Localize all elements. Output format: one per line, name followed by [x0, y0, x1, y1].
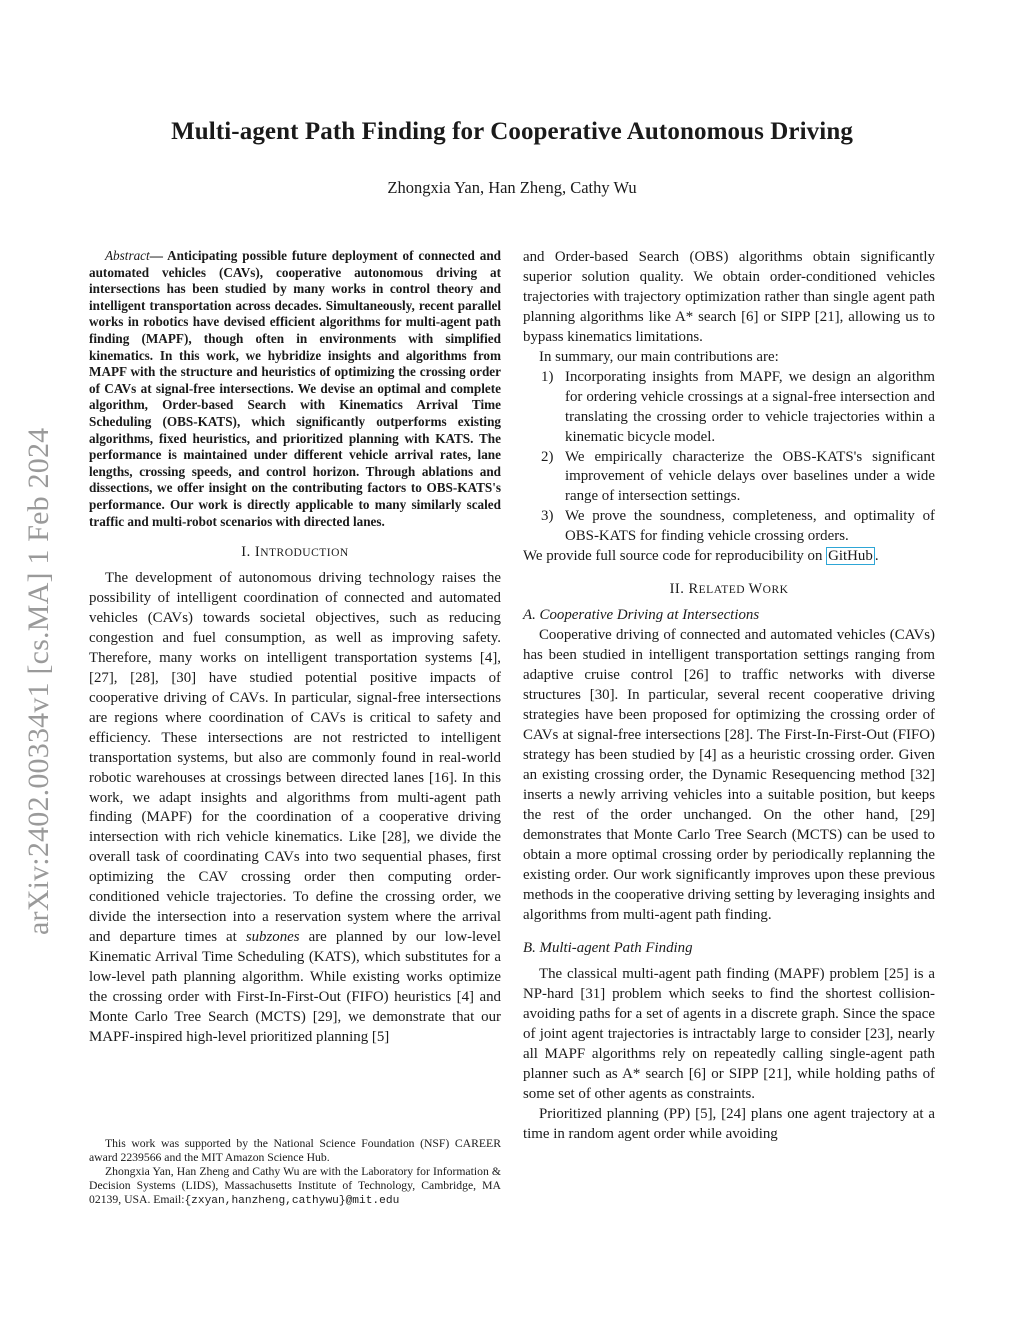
github-link[interactable]: GitHub: [828, 548, 873, 565]
list-item: 2) We empirically characterize the OBS-KATS's significant improvement of vehicle delays over baselines under a wide range of intersection settings.: [541, 448, 935, 505]
section-heading-introduction: I. INTRODUCTION: [241, 544, 349, 561]
contributions-lead: In summary, our main contributions are:: [539, 348, 779, 365]
subzones-term: subzones: [245, 929, 300, 946]
list-item: 1) Incorporating insights from MAPF, we design an algorithm for ordering vehicle crossings at a signal-free intersection and translating the crossing order to vehicle trajectories within a kinematic bicycle model.: [541, 368, 935, 445]
source-code-sentence: We provide full source code for reproducibility on GitHub .: [523, 548, 879, 565]
subsection-heading-mapf: B. Multi-agent Path Finding: [523, 940, 693, 957]
arxiv-sidebar-stamp: arXiv:2402.00334v1 [cs.MA] 1 Feb 2024: [22, 427, 55, 935]
right-column: [523, 248, 935, 1145]
prioritized-planning-paragraph: Prioritized planning (PP) [5], [24] plans one agent trajectory at a time in random agent order while avoiding: [523, 1106, 935, 1143]
funding-note: This work was supported by the National Science Foundation (NSF) CAREER award 2239566 and the MIT Amazon Science Hub.: [89, 1137, 501, 1164]
intro-continuation: and Order-based Search (OBS) algorithms obtain significantly superior solution quality. We obtain order-conditioned vehicles trajectories with trajectory optimization rather than single agent path planning algorithms like A* search [6] or SIPP [21], allowing us to bypass kinematics limitations.: [523, 249, 935, 345]
abstract-label: Abstract: [105, 248, 150, 263]
subsection-heading-cooperative-driving: A. Cooperative Driving at Intersections: [523, 607, 760, 624]
intro-paragraph: The development of autonomous driving technology raises the possibility of intelligent coordination of connected and automated vehicles (CAVs) towards societal objectives, such as reducing congestion and fuel consumption, as well as improving safety. Therefore, many works on intelligent transportation systems [4], [27], [28], [30] have studied potential positive impacts of cooperative driving of CAVs. In particular, signal-free intersections are regions where coordination of CAVs is critical to safety and efficiency. These intersections are not restricted to intelligent transportation systems, but also are commonly found in real-world robotic warehouses at crossings between directed lanes [16]. In this work, we adapt insights and algorithms from multi-agent path finding (MAPF) for the coordination of a cooperative driving intersection with rich vehicle kinematics. Like [28], we divide the overall task of coordinating CAVs into two sequential phases, first optimizing the CAV crossing order then computing order-conditioned vehicle trajectories. To define the crossing order, we divide the intersection into a reservation system where the arrival and departure times at subzones are planned by our low-level Kinematic Arrival Time Scheduling (KATS), which substitutes for a low-level path planning algorithm. While existing works optimize the crossing order with First-In-First-Out (FIFO) heuristics [4] and Monte Carlo Tree Search (MCTS) [29], we demonstrate that our MAPF-inspired high-level prioritized planning [5]: [89, 570, 501, 1045]
contributions-list: [523, 368, 935, 548]
cooperative-driving-paragraph: Cooperative driving of connected and automated vehicles (CAVs) has been studied in intelligent transportation settings ranging from adaptive cruise control [26] to traffic networks with diverse structures [30]. In particular, several recent cooperative driving strategies have been proposed for optimizing the crossing order of CAVs at signal-free intersections [28]. The First-In-First-Out (FIFO) strategy has been studied by [4] as a heuristic crossing order. Given an existing crossing order, the Dynamic Resequencing method [32] inserts a newly arriving vehicles into a suitable position, but keeps the rest of the order unchanged. On the other hand, [29] demonstrates that Monte Carlo Tree Search (MCTS) can be used to obtain a more optimal crossing order by periodically replanning the existing order. Our work significantly improves upon these previous methods in the cooperative driving setting by leveraging insights and algorithms from multi-agent path finding.: [523, 627, 935, 923]
paper-authors: Zhongxia Yan, Han Zheng, Cathy Wu: [387, 178, 637, 197]
abstract-text: Anticipating possible future deployment of connected and automated vehicles (CAVs), cooperative autonomous driving at intersections has been studied by many works in control theory and intelligent transportation across decades. Simultaneously, recent parallel works in robotics have devised efficient algorithms for multi-agent path finding (MAPF), though often in environments with simplified kinematics. In this work, we hybridize insights and algorithms from MAPF with the structure and heuristics of optimizing the crossing order of CAVs at signal-free intersections. We devise an optimal and complete algorithm, Order-based Search with Kinematics Arrival Time Scheduling (OBS-KATS), which significantly outperforms existing algorithms, fixed heuristics, and prioritized planning with KATS. The performance is maintained under different vehicle arrival rates, lane lengths, crossing speeds, and control horizon. Through ablations and dissections, we offer insight on the contributing factors to OBS-KATS's performance. Our work is directly applicable to many similarly scaled traffic and multi-robot scenarios with directed lanes.: [89, 248, 501, 529]
left-column: [89, 248, 501, 1048]
paper-title: Multi-agent Path Finding for Cooperative Autonomous Driving: [171, 118, 853, 145]
abstract: Abstract— Anticipating possible future deployment of connected and automated vehicles (CAVs), cooperative autonomous driving at intersections has been studied by many works in control theory and intelligent transportation across decades. Simultaneously, recent parallel works in robotics have devised efficient algorithms for multi-agent path finding (MAPF), though often in environments with simplified kinematics. In this work, we hybridize insights and algorithms from MAPF with the structure and heuristics of optimizing the crossing order of CAVs at signal-free intersections. We devise an optimal and complete algorithm, Order-based Search with Kinematics Arrival Time Scheduling (OBS-KATS), which significantly outperforms existing algorithms, fixed heuristics, and prioritized planning with KATS. The performance is maintained under different vehicle arrival rates, lane lengths, crossing speeds, and control horizon. Through ablations and dissections, we offer insight on the contributing factors to OBS-KATS's performance. Our work is directly applicable to many similarly scaled traffic and multi-robot scenarios with directed lanes.: [89, 248, 501, 529]
footnote: [89, 1137, 501, 1208]
author-email: {zxyan,hanzheng,cathywu}@mit.edu: [184, 1195, 400, 1207]
affiliation-note: Zhongxia Yan, Han Zheng and Cathy Wu are with the Laboratory for Information & Decision Systems (LIDS), Massachusetts Institute of Technology, Cambridge, MA 02139, USA. Email:{zxyan,hanzheng,cathywu}@mit.edu: [89, 1165, 501, 1207]
mapf-paragraph: The classical multi-agent path finding (MAPF) problem [25] is a NP-hard [31] problem which seeks to find the shortest collision-avoiding paths for a set of agents in a discrete graph. Since the space of joint agent trajectories is intractably large to consider [23], nearly all MAPF algorithms rely on repeatedly calling single-agent path planner such as A* search [6] or SIPP [21], while holding paths of some set of other agents as constraints.: [523, 966, 935, 1103]
section-heading-related-work: II. RELATED WORK: [669, 581, 789, 598]
list-item: 3) We prove the soundness, completeness, and optimality of OBS-KATS for finding vehicle crossing orders.: [541, 508, 935, 545]
